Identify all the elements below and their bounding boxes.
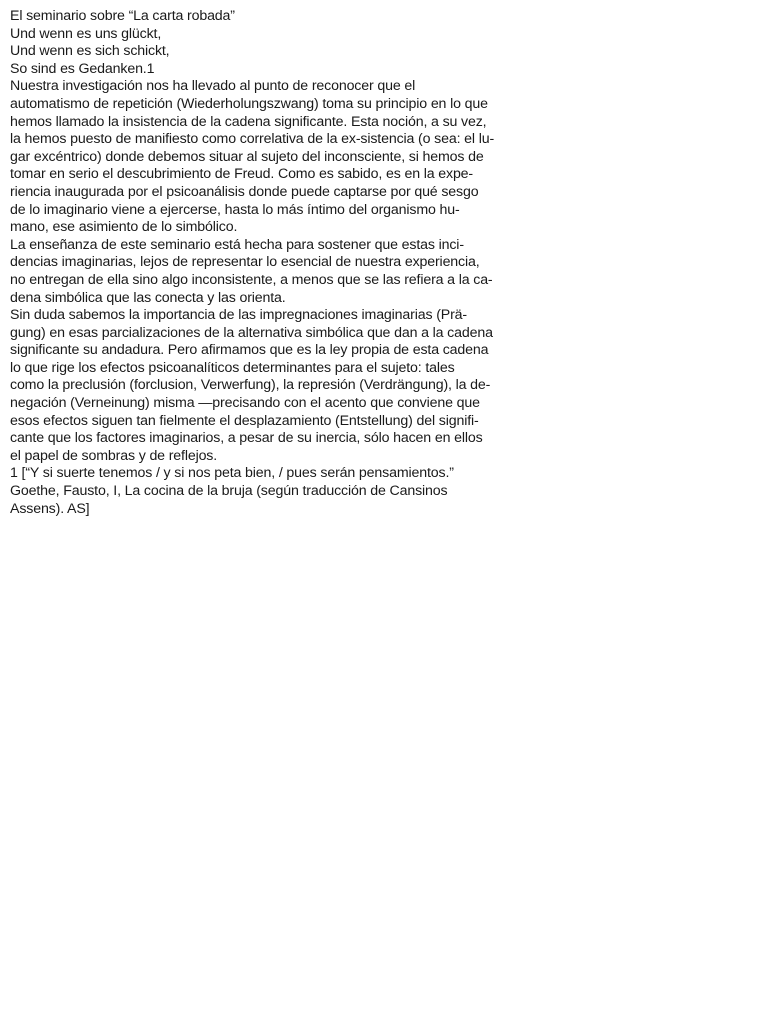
paragraph-1-line: la hemos puesto de manifiesto como correlativa de la ex-sistencia (o sea: el lu- [10, 131, 495, 148]
epigraph-line: Und wenn es uns glückt, [10, 25, 162, 42]
paragraph-3-line: el papel de sombras y de reflejos. [10, 447, 218, 464]
footnote-line: Assens). AS] [10, 500, 90, 517]
paragraph-1-line: de lo imaginario viene a ejercerse, hasta lo más íntimo del organismo hu- [10, 201, 460, 218]
paragraph-1-line: Nuestra investigación nos ha llevado al punto de reconocer que el [10, 78, 416, 95]
paragraph-1-line: tomar en serio el descubrimiento de Freud. Como es sabido, es en la expe- [10, 166, 474, 183]
paragraph-3-line: como la preclusión (forclusion, Verwerfung), la represión (Verdrängung), la de- [10, 377, 491, 394]
paragraph-2-line: La enseñanza de este seminario está hecha para sostener que estas inci- [10, 236, 464, 253]
paragraph-3-line: gung) en esas parcializaciones de la alternativa simbólica que dan a la cadena [10, 324, 493, 341]
paragraph-2-line: dencias imaginarias, lejos de representar lo esencial de nuestra experiencia, [10, 254, 480, 271]
paragraph-3-line: negación (Verneinung) misma —precisando con el acento que conviene que [10, 395, 480, 412]
footnote-line: 1 [“Y si suerte tenemos / y si nos peta bien, / pues serán pensamientos.” [10, 465, 454, 482]
paragraph-2-line: no entregan de ella sino algo inconsistente, a menos que se las refiera a la ca- [10, 271, 493, 288]
paragraph-1-line: automatismo de repetición (Wiederholungszwang) toma su principio en lo que [10, 95, 488, 112]
paragraph-3-line: Sin duda sabemos la importancia de las impregnaciones imaginarias (Prä- [10, 307, 467, 324]
chapter-title: El seminario sobre “La carta robada” [10, 8, 235, 24]
paragraph-1-line: mano, ese asimiento de lo simbólico. [10, 219, 238, 236]
paragraph-3-line: lo que rige los efectos psicoanalíticos determinantes para el sujeto: tales [10, 359, 455, 376]
paragraph-3-line: cante que los factores imaginarios, a pesar de su inercia, sólo hacen en ellos [10, 430, 483, 447]
document-body [10, 8, 550, 518]
paragraph-3-line: esos efectos siguen tan fielmente el desplazamiento (Entstellung) del signifi- [10, 412, 479, 429]
epigraph-line: Und wenn es sich schickt, [10, 43, 170, 60]
paragraph-1-line: hemos llamado la insistencia de la cadena significante. Esta noción, a su vez, [10, 113, 487, 130]
paragraph-2-line: dena simbólica que las conecta y las orienta. [10, 289, 286, 306]
paragraph-3-line: significante su andadura. Pero afirmamos que es la ley propia de esta cadena [10, 342, 489, 359]
paragraph-1-line: riencia inaugurada por el psicoanálisis donde puede captarse por qué sesgo [10, 183, 479, 200]
epigraph-line: So sind es Gedanken.1 [10, 60, 155, 77]
paragraph-1-line: gar excéntrico) donde debemos situar al sujeto del inconsciente, si hemos de [10, 148, 484, 165]
footnote-line: Goethe, Fausto, I, La cocina de la bruja (según traducción de Cansinos [10, 483, 448, 500]
